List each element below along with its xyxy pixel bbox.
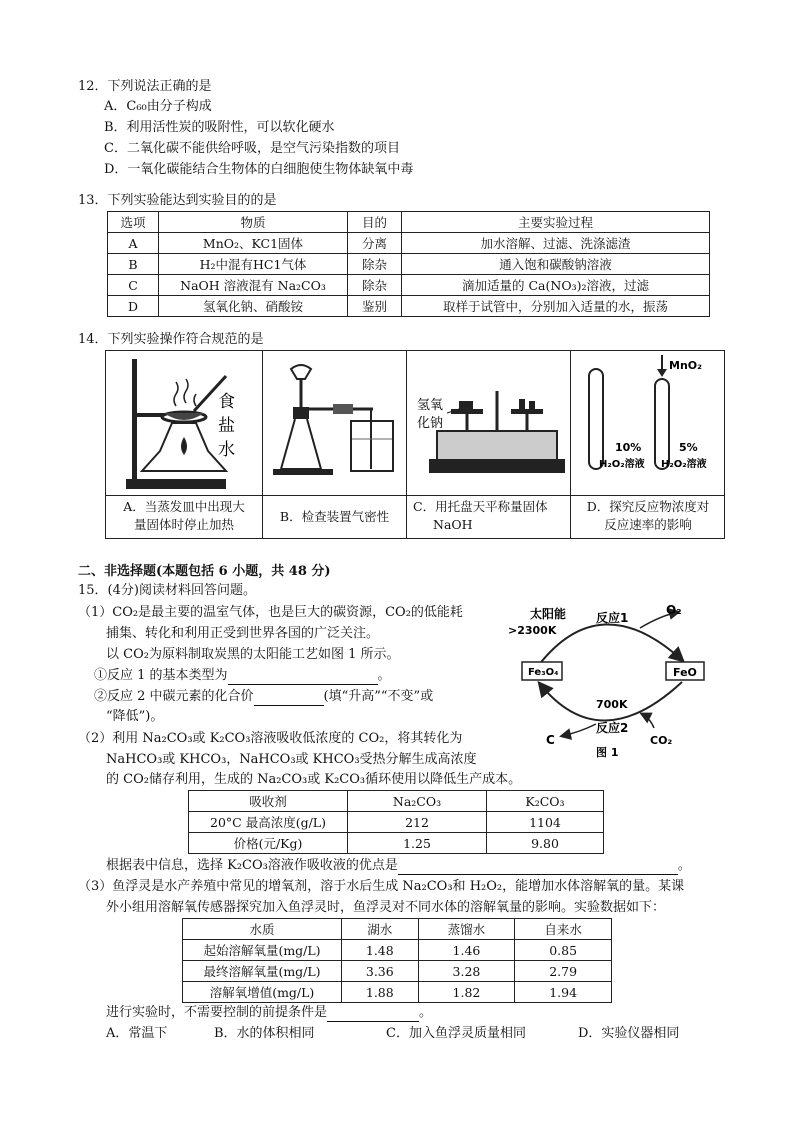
table-header: 目的 <box>348 212 402 233</box>
table-cell: 价格(元/Kg) <box>189 833 348 854</box>
table-header: 吸收剂 <box>189 791 348 812</box>
table-cell: MnO₂、KC1固体 <box>159 233 348 254</box>
q12-option-c: C．二氧化碳不能供给呼吸，是空气污染指数的项目 <box>104 141 400 156</box>
table-cell: 2.79 <box>515 961 612 982</box>
q15-p1e <box>94 688 433 706</box>
table-cell: 9.80 <box>486 833 603 854</box>
h2o2-label-b: H₂O₂溶液 <box>661 459 707 470</box>
q13-stem: 13．下列实验能达到实验目的的是 <box>78 193 277 208</box>
percent-5-label: 5% <box>679 441 698 454</box>
mno2-label: MnO₂ <box>669 359 702 372</box>
caption-line: 反应速率的影响 <box>604 517 692 532</box>
caption-line: 量固体时停止加热 <box>133 517 234 532</box>
q15-p1a: （1）CO₂是最主要的温室气体，也是巨大的碳资源，CO₂的低能耗 <box>78 605 463 620</box>
table-cell: 1.46 <box>418 940 515 961</box>
q15-option-a: A．常温下 <box>106 1026 168 1041</box>
text: (填“升高”“不变”或 <box>323 689 434 704</box>
table-cell: 1.94 <box>515 982 612 1003</box>
table-cell: 1.48 <box>342 940 419 961</box>
table-row <box>183 961 612 982</box>
q14-caption-c <box>407 498 570 534</box>
salt-label-1: 食 <box>218 392 235 412</box>
balance-apparatus-image <box>407 351 569 494</box>
table-cell: 1104 <box>486 812 603 833</box>
co2-label: CO₂ <box>650 734 673 747</box>
figure-1-cycle-diagram <box>500 598 720 760</box>
text: ①反应 1 的基本类型为 <box>94 668 228 683</box>
test-tubes-image <box>571 351 724 494</box>
table-header: 物质 <box>159 212 348 233</box>
table-header: 主要实验过程 <box>402 212 710 233</box>
table-row <box>108 233 710 254</box>
table-row <box>183 940 612 961</box>
table-cell: 212 <box>348 812 487 833</box>
salt-label-2: 盐 <box>218 416 235 436</box>
h2o2-label-a: H₂O₂溶液 <box>599 459 645 470</box>
answer-blank[interactable] <box>254 692 324 706</box>
table-header: 选项 <box>108 212 159 233</box>
table-header: 蒸馏水 <box>418 919 515 940</box>
table-cell: 0.85 <box>515 940 612 961</box>
table-cell: 起始溶解氧量(mg/L) <box>183 940 342 961</box>
table-cell: B <box>108 254 159 275</box>
q15-p3a: （3）鱼浮灵是水产养殖中常见的增氧剂，溶于水后生成 Na₂CO₃和 H₂O₂，能增加水体溶解氧的量。某课 <box>78 879 685 894</box>
q15-stem: 15．(4分)阅读材料回答问题。 <box>78 583 256 598</box>
reaction-1-label: 反应1 <box>596 611 629 625</box>
temp-2300-label: >2300K <box>508 624 557 637</box>
table-cell: 20°C 最高浓度(g/L) <box>189 812 348 833</box>
table-row <box>189 833 604 854</box>
table-cell: 分离 <box>348 233 402 254</box>
q12-option-d: D．一氧化碳能结合生物体的白细胞使生物体缺氧中毒 <box>104 162 414 177</box>
q15-option-d: D．实验仪器相同 <box>578 1026 680 1041</box>
dissolved-oxygen-table <box>182 918 612 1003</box>
q15-p2d: 根据表中信息，选择 K₂CO₃溶液作吸收液的优点是 。 <box>106 858 691 873</box>
table-cell: D <box>108 296 159 317</box>
table-cell: 3.36 <box>342 961 419 982</box>
divider <box>105 495 725 496</box>
q15-option-c: C．加入鱼浮灵质量相同 <box>386 1026 526 1041</box>
q15-p3b: 外小组用溶解氧传感器探究加入鱼浮灵时，鱼浮灵对不同水体的溶解氧量的影响。实验数据如下： <box>106 900 666 915</box>
q15-option-b: B．水的体积相同 <box>214 1026 315 1041</box>
table-cell: 取样于试管中，分别加入适量的水，振荡 <box>402 296 710 317</box>
table-cell: 最终溶解氧量(mg/L) <box>183 961 342 982</box>
salt-label-3: 水 <box>218 440 235 460</box>
absorbent-table <box>188 790 604 854</box>
q13-table <box>107 211 710 317</box>
evaporation-apparatus-image <box>106 351 261 494</box>
section-title: 二、非选择题(本题包括 6 小题，共 48 分) <box>78 564 331 579</box>
answer-blank[interactable] <box>327 1008 419 1022</box>
text: 根据表中信息，选择 K₂CO₃溶液作吸收液的优点是 <box>106 858 398 873</box>
q15-p2b: NaHCO₃或 KHCO₃，NaHCO₃或 KHCO₃受热分解生成高浓度 <box>106 752 477 767</box>
q15-p1b: 捕集、转化和利用正受到世界各国的广泛关注。 <box>106 626 380 641</box>
table-cell: A <box>108 233 159 254</box>
q14-stem: 14．下列实验操作符合规范的是 <box>78 332 264 347</box>
table-row <box>108 254 710 275</box>
caption-line: A．当蒸发皿中出现大 <box>123 499 245 514</box>
q12-option-b: B．利用活性炭的吸附性，可以软化硬水 <box>104 120 335 135</box>
q14-caption-b: B．检查装置气密性 <box>279 509 390 524</box>
percent-10-label: 10% <box>615 441 642 454</box>
table-cell: C <box>108 275 159 296</box>
table-cell: H₂中混有HC1气体 <box>159 254 348 275</box>
naoh-label-2: 化钠 <box>417 416 444 431</box>
caption-line: D．探究反应物浓度对 <box>586 499 710 514</box>
table-cell: 1.25 <box>348 833 487 854</box>
airtightness-apparatus-image <box>263 351 405 494</box>
q14-caption-a <box>106 498 262 534</box>
caption-line: NaOH <box>433 517 473 532</box>
fe3o4-label: Fe₃O₄ <box>528 667 559 678</box>
q12-option-a: A．C₆₀由分子构成 <box>104 99 212 114</box>
table-header: 自来水 <box>515 919 612 940</box>
text: 进行实验时，不需要控制的前提条件是 <box>106 1005 328 1020</box>
table-row <box>108 296 710 317</box>
table-cell: 溶解氧增值(mg/L) <box>183 982 342 1003</box>
table-cell: 除杂 <box>348 254 402 275</box>
table-cell: 滴加适量的 Ca(NO₃)₂溶液，过滤 <box>402 275 710 296</box>
solar-label: 太阳能 <box>530 607 567 621</box>
table-row <box>108 275 710 296</box>
temp-700-label: 700K <box>596 698 628 711</box>
table-header-row <box>189 791 604 812</box>
caption-line: C．用托盘天平称量固体 <box>413 499 548 514</box>
carbon-label: C <box>546 733 555 747</box>
q15-p2a: （2）利用 Na₂CO₃或 K₂CO₃溶液吸收低浓度的 CO₂，将其转化为 <box>78 731 463 746</box>
table-header-row <box>108 212 710 233</box>
table-header: 水质 <box>183 919 342 940</box>
q14-caption-d <box>571 498 725 534</box>
table-header-row <box>183 919 612 940</box>
table-cell: 3.28 <box>418 961 515 982</box>
answer-blank[interactable] <box>398 861 678 875</box>
table-header: Na₂CO₃ <box>348 791 487 812</box>
table-cell: 加水溶解、过滤、洗涤滤渣 <box>402 233 710 254</box>
table-cell: 氢氧化钠、硝酸铵 <box>159 296 348 317</box>
q15-p3c: 进行实验时，不需要控制的前提条件是 。 <box>106 1005 433 1020</box>
figure-caption: 图 1 <box>596 746 619 759</box>
q15-p1d: ①反应 1 的基本类型为 。 <box>94 668 391 683</box>
q15-p1f: “降低”)。 <box>106 709 164 724</box>
q15-p1c: 以 CO₂为原料制取炭黑的太阳能工艺如图 1 所示。 <box>106 647 400 662</box>
text: ②反应 2 中碳元素的化合价 <box>94 689 254 704</box>
table-row <box>183 982 612 1003</box>
table-cell: 通入饱和碳酸钠溶液 <box>402 254 710 275</box>
feo-label: FeO <box>673 666 697 679</box>
table-cell: 1.88 <box>342 982 419 1003</box>
table-header: K₂CO₃ <box>486 791 603 812</box>
table-header: 湖水 <box>342 919 419 940</box>
o2-label: O₂ <box>666 603 682 617</box>
naoh-label-1: 氢氧 <box>417 398 444 413</box>
reaction-2-label: 反应2 <box>596 721 629 735</box>
answer-blank[interactable] <box>228 671 378 685</box>
q12-stem: 12．下列说法正确的是 <box>78 79 212 94</box>
q15-p2c: 的 CO₂储存利用，生成的 Na₂CO₃或 K₂CO₃循环使用以降低生产成本。 <box>106 772 522 787</box>
table-cell: 鉴别 <box>348 296 402 317</box>
table-cell: 除杂 <box>348 275 402 296</box>
table-cell: NaOH 溶液混有 Na₂CO₃ <box>159 275 348 296</box>
table-row <box>189 812 604 833</box>
table-cell: 1.82 <box>418 982 515 1003</box>
